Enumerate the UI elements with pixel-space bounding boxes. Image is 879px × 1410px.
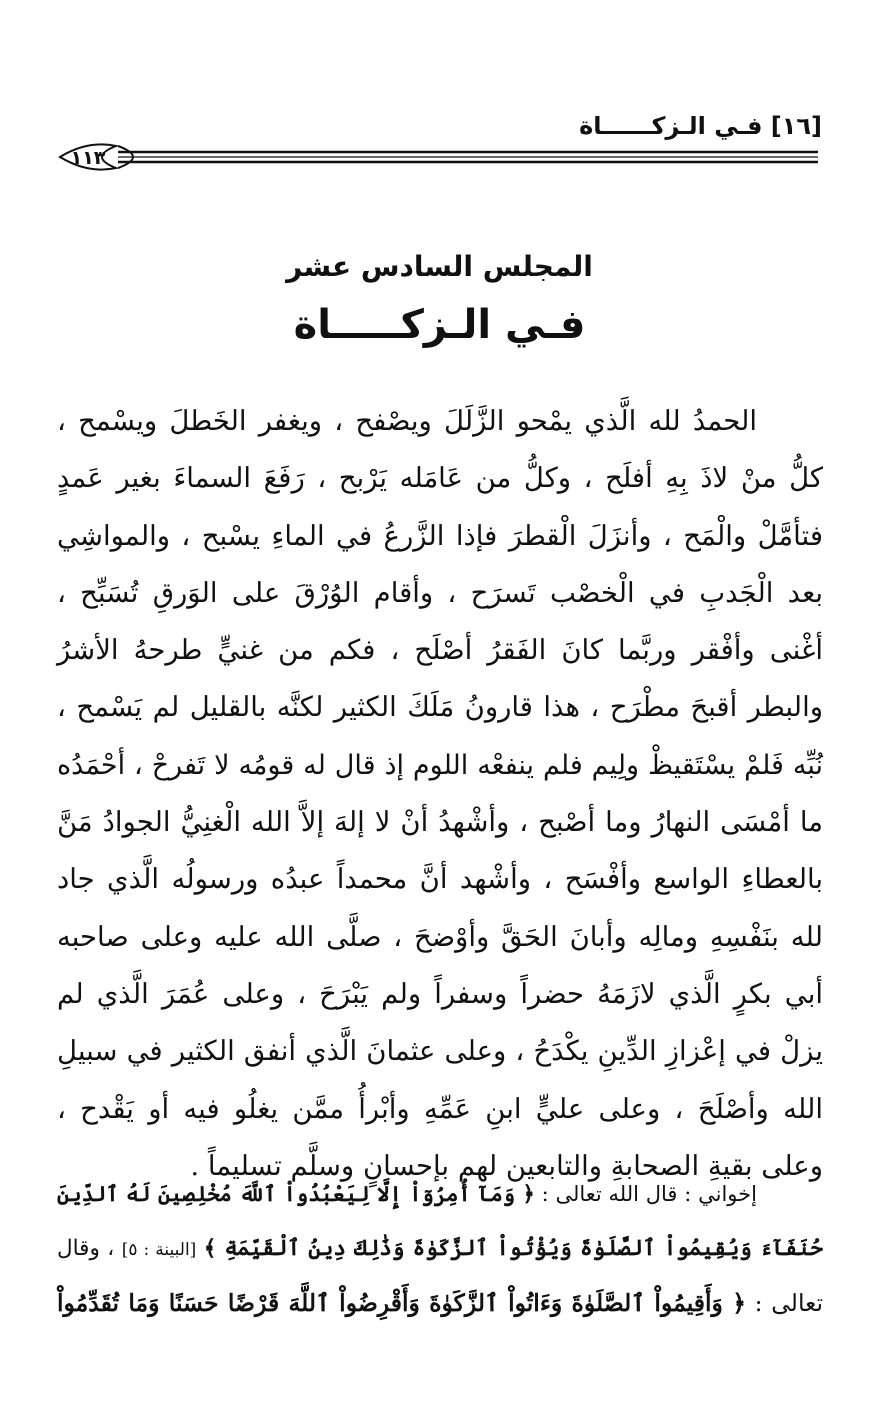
verse-intro: إخواني : قال الله تعالى : bbox=[541, 1182, 757, 1206]
text-line: الحمدُ لله الَّذي يمْحو الزَّلَلَ ويصْفح ، ويغفر الخَطلَ ويسْمح ، bbox=[57, 405, 757, 437]
quran-verses-section bbox=[57, 1166, 823, 1331]
quran-text: حُنَفَآءَ وَيُقِيمُواْ ٱلصَّلَوٰةَ وَيُؤْتُواْ ٱلزَّكَوٰةَ وَذَٰلِكَ دِينُ ٱلْقَيِّمَةِ ﴾ bbox=[203, 1236, 823, 1261]
verse-intro: تعالى : bbox=[754, 1289, 823, 1317]
running-header-title: [١٦] فـي الـزكــــــاة bbox=[579, 112, 822, 140]
text-line: الله وأصْلَحَ ، وعلى عليٍّ ابنِ عَمِّهِ وأبْرأُ ممَّن يغلُو فيه أو يَقْدح ، bbox=[57, 1092, 823, 1125]
page-number: ١١٣ bbox=[70, 147, 106, 169]
verse-reference: [البينة : ٥] bbox=[121, 1240, 197, 1260]
session-title: المجلس السادس عشر bbox=[286, 250, 593, 283]
text-line: لله بنَفْسِهِ ومالِه وأبانَ الحَقَّ وأوْضحَ ، صلَّى الله عليه وعلى صاحبه bbox=[57, 920, 823, 953]
text-line: وعلى بقيةِ الصحابةِ والتابعين لهم بإحسانٍ وسلَّم تسليماً . bbox=[190, 1149, 823, 1182]
text-line: يزلْ في إعْزازِ الدِّينِ يكْدَحُ ، وعلى عثمانَ الَّذي أنفق الكثير في سبيلِ bbox=[57, 1035, 823, 1068]
header-rule bbox=[48, 142, 818, 172]
header-rule-ornament bbox=[48, 142, 818, 172]
chapter-title: فـي الـزكـــــاة bbox=[293, 302, 586, 348]
text-line: نُبِّه فَلمْ يسْتَقيظْ ولِيم فلم ينفعْه اللوم إذ قال له قومُه لا تَفرحْ ، أحْمَدُه bbox=[57, 749, 823, 781]
text-line: أبي بكرٍ الَّذي لازَمَهُ حضراً وسفراً ولم يَبْرَحَ ، وعلى عُمَرَ الَّذي لم bbox=[57, 977, 823, 1010]
text-line: فتأمَّلْ والْمَح ، وأنزَلَ الْقطرَ فإذا الزَّرعُ في الماءِ يسْبح ، والمواشِي bbox=[57, 519, 823, 552]
verse-line bbox=[57, 1276, 823, 1331]
text-line: كلُّ منْ لاذَ بِهِ أفلَح ، وكلُّ من عَامَله يَرْبح ، رَفَعَ السماءَ بغير عَمدٍ bbox=[57, 462, 823, 495]
text-line: والبطر أقبحَ مطْرَح ، هذا قارونُ مَلَكَ الكثير لكنَّه بالقليل لم يَسْمح ، bbox=[57, 691, 823, 724]
quran-text: ﴿ وَأَقِيمُواْ ٱلصَّلَوٰةَ وَءَاتُواْ ٱلزَّكَوٰةَ وَأَقْرِضُواْ ٱللَّهَ قَرْضًا حَسَنًا وَمَا تُقَدِّمُواْ bbox=[57, 1289, 747, 1317]
body-text bbox=[57, 393, 823, 1195]
text-line: بعد الْجَدبِ في الْخصْب تَسرَح ، وأقام الوُرْقَ على الوَرقِ تُسَبِّح ، bbox=[57, 576, 823, 609]
text-line: أغْنى وأفْقر وربَّما كانَ الفَقرُ أصْلَح ، فكم من غنيٍّ طرحهُ الأشرُ bbox=[57, 634, 823, 667]
verse-line bbox=[57, 1221, 823, 1276]
verse-tail: ، وقال bbox=[57, 1236, 115, 1261]
verse-line bbox=[57, 1166, 823, 1221]
text-line: ما أمْسَى النهارُ وما أصْبح ، وأشْهدُ أنْ لا إلهَ إلاَّ الله الْغنِيُّ الجوادُ مَنَّ bbox=[57, 806, 823, 839]
text-line: بالعطاءِ الواسع وأفْسَح ، وأشْهد أنَّ محمداً عبدُه ورسولُه الَّذي جاد bbox=[57, 863, 823, 896]
quran-text: ﴿ وَمَآ أُمِرُوٓاْ إِلَّا لِيَعْبُدُواْ ٱللَّهَ مُخْلِصِينَ لَهُ ٱلدِّينَ bbox=[57, 1181, 535, 1206]
